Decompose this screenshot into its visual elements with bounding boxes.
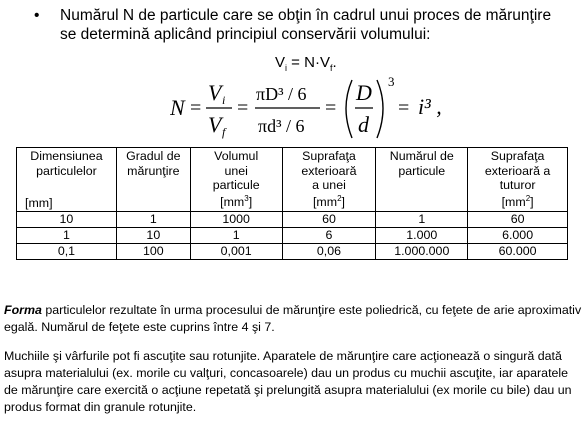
header-volume: Volumul unei particule $[mm^3]$ <box>190 148 282 212</box>
table-cell: 0,001 <box>190 244 282 260</box>
vi-symbol: V <box>275 54 286 71</box>
table-cell: 1 <box>17 228 117 244</box>
forma-word: Forma <box>4 303 42 317</box>
particles-table <box>16 147 568 260</box>
bullet-text: Numărul N de particule care se obţin în cadrul unui proces de mărunţire se determină aplicând principiul conservării volumului: <box>60 7 552 43</box>
table-cell: 1.000.000 <box>376 244 468 260</box>
table-cell: 1 <box>376 212 468 228</box>
formula-eq2: = <box>237 97 249 119</box>
formula-N: N <box>170 95 185 120</box>
formula-D: D <box>356 80 372 105</box>
header-surface-one-unit: $[mm^2]$ <box>312 194 345 210</box>
formula-vf-sub: f <box>222 125 226 139</box>
table-row <box>17 228 568 244</box>
table-cell: 100 <box>116 244 190 260</box>
table-cell: 6 <box>282 228 376 244</box>
table-cell: 0,1 <box>17 244 117 260</box>
paragraph-edges: Muchiile şi vârfurile pot fi ascuţite sau rotunjite. Aparatele de mărunţire care acţionează o singură dată asupra materialului (ex. morile cu valţuri, concasoarele) dau un produs cu muchii ascuţite, iar aparatele de mărunţire care exercită o acţiune repetată şi prelungită asupra materialului (ex morile cu bile) dau un produs format din granule rotunjite. <box>4 349 572 414</box>
table-cell: 0,06 <box>282 244 376 260</box>
formula-eq4: = <box>398 97 410 119</box>
header-count: Numărul de particule <box>376 148 468 212</box>
header-surface-all: Suprafaţa exterioară a tuturor $[mm^2]$ <box>468 148 568 212</box>
formula-vi: V <box>208 80 222 105</box>
formula-i3: i³ , <box>418 94 442 119</box>
formula-eq3: = <box>325 97 337 119</box>
bullet-marker: • <box>34 7 40 24</box>
header-surface-one: Suprafaţa exterioară a unei $[mm^2]$ <box>282 148 376 212</box>
table-cell: 1 <box>190 228 282 244</box>
vi-subscript: i <box>285 63 288 73</box>
table-row <box>17 212 568 228</box>
formula-den2: πd³ / 6 <box>258 116 305 136</box>
table-cell: 60 <box>468 212 568 228</box>
table-cell: 60 <box>282 212 376 228</box>
table-cell: 60.000 <box>468 244 568 260</box>
table-cell: 1 <box>116 212 190 228</box>
header-volume-unit: $[mm^3]$ <box>220 194 253 210</box>
formula-cube: 3 <box>388 74 395 89</box>
particle-count-formula <box>170 72 470 142</box>
header-surface-all-unit: $[mm^2]$ <box>501 194 534 210</box>
volume-end: . <box>332 54 337 71</box>
table-cell: 10 <box>116 228 190 244</box>
volume-equals: = N·V <box>287 54 330 71</box>
table-cell: 10 <box>17 212 117 228</box>
formula-vi-sub: i <box>222 93 226 107</box>
table-cell: 1000 <box>190 212 282 228</box>
left-paren <box>346 80 352 138</box>
header-dimension: Dimensiunea particulelor [mm] <box>17 148 117 212</box>
paragraph-shape <box>4 302 584 336</box>
formula-eq1: = <box>190 97 202 119</box>
header-grade: Gradul de mărunţire <box>116 148 190 212</box>
paragraph-shape-text: particulelor rezultate în urma procesului de mărunţire este poliedrică, cu feţete de arie aproximativ egală. Numărul de feţete este cuprins între 4 şi 7. <box>4 303 582 334</box>
table-cell: 1.000 <box>376 228 468 244</box>
table-row <box>17 244 568 260</box>
table-header-row <box>17 148 568 212</box>
volume-equation <box>275 54 337 73</box>
right-paren <box>377 80 383 138</box>
header-dimension-unit: [mm] <box>25 195 53 210</box>
formula-d: d <box>358 112 369 137</box>
table-cell: 6.000 <box>468 228 568 244</box>
formula-num2: πD³ / 6 <box>256 84 307 104</box>
vf-subscript: f <box>329 63 333 73</box>
formula-vf: V <box>208 112 222 137</box>
